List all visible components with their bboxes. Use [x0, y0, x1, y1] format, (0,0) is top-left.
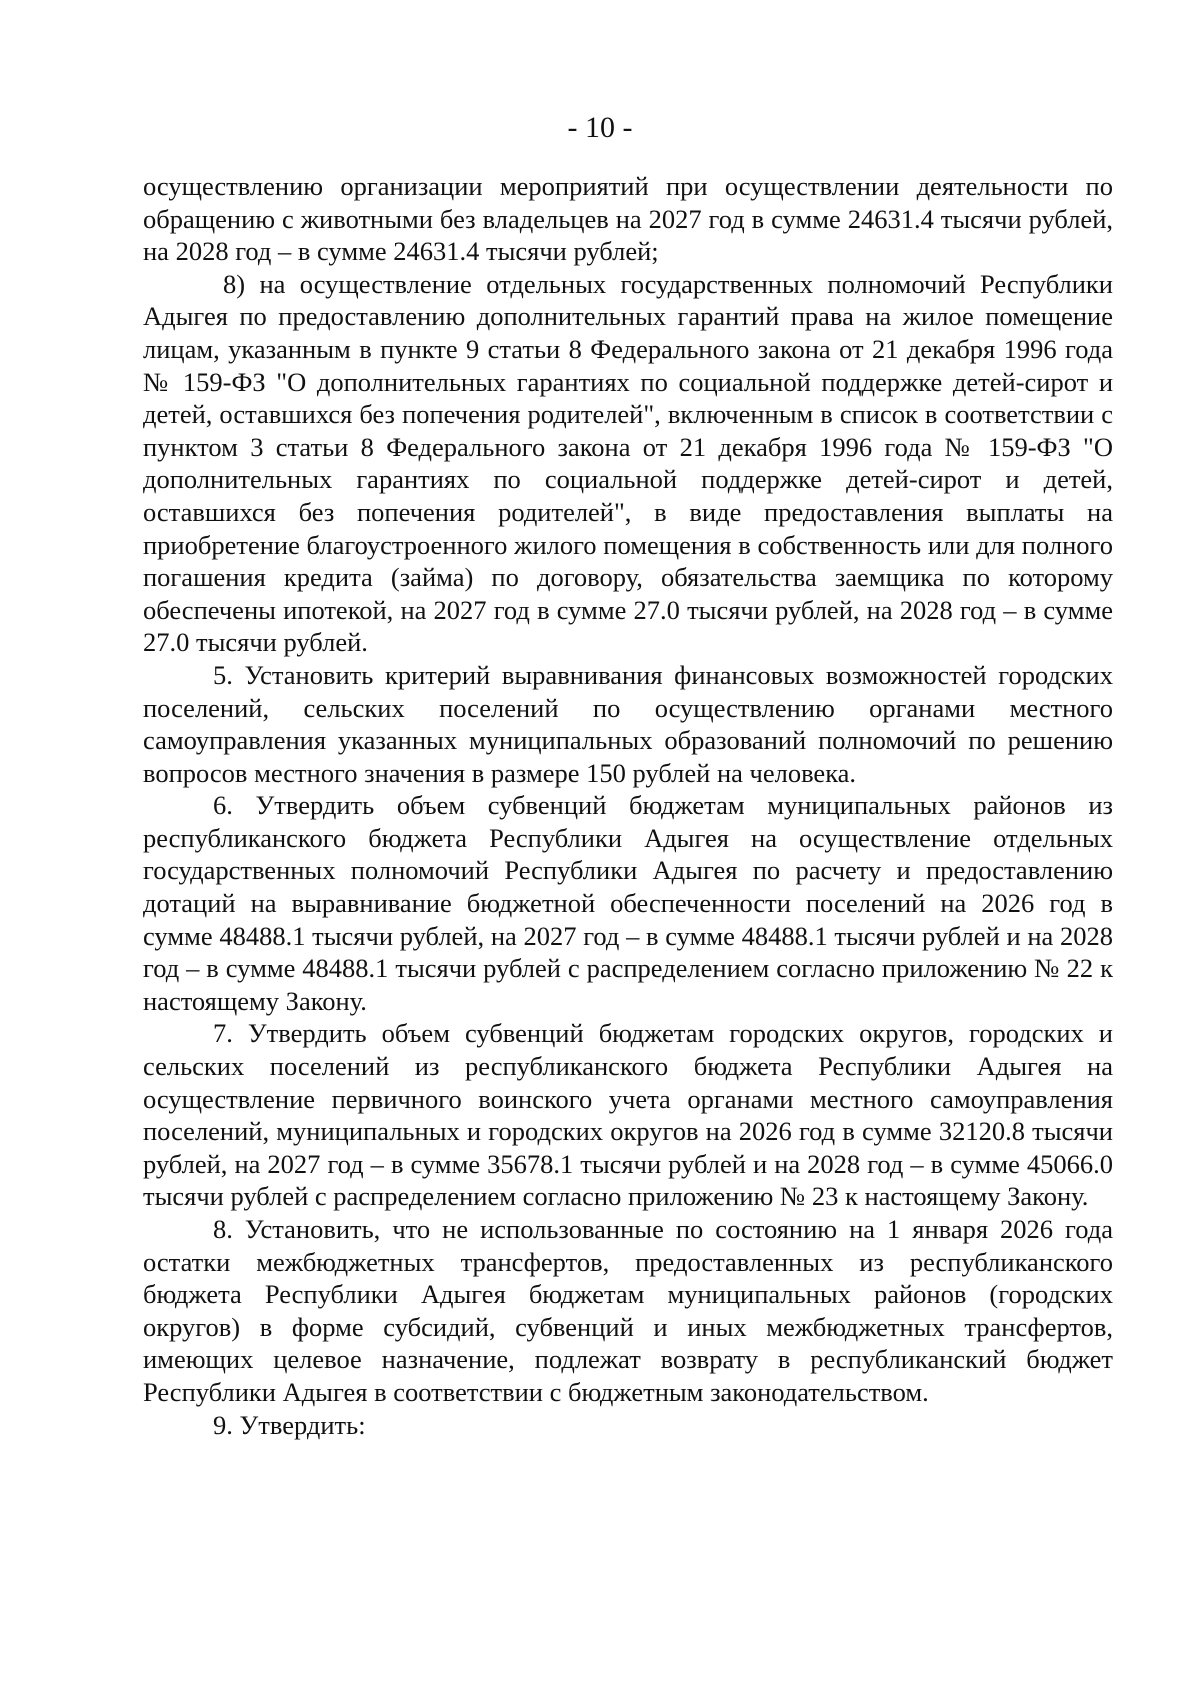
paragraph-8: 8. Установить, что не использованные по состоянию на 1 января 2026 года остатки межбюджетных трансфертов, предоставленных из республиканского бюджета Республики Адыгея бюджетам муниципальных районов (городских округов) в форме субсидий, субвенций и иных межбюджетных трансфертов, имеющих целевое назначение, подлежат возврату в республиканский бюджет Республики Адыгея в соответствии с бюджетным законодательством. [143, 1214, 1113, 1407]
paragraph-9: 9. Утвердить: [213, 1409, 366, 1440]
page-number: - 10 - [567, 111, 633, 144]
paragraph-5: 5. Установить критерий выравнивания финансовых возможностей городских поселений, сельских поселений по осуществлению органами местного самоуправления указанных муниципальных образований полномочий по решению вопросов местного значения в размере 150 рублей на человека. [143, 659, 1113, 788]
paragraph-item-8: 8) на осуществление отдельных государственных полномочий Республики Адыгея по предоставлению дополнительных гарантий права на жилое помещение лицам, указанным в пункте 9 статьи 8 Федерального закона от 21 декабря 1996 года № 159-ФЗ "О дополнительных гарантиях по социальной поддержке детей-сирот и детей, оставшихся без попечения родителей", включенным в список в соответствии с пунктом 3 статьи 8 Федерального закона от 21 декабря 1996 года № 159-ФЗ "О дополнительных гарантиях по социальной поддержке детей-сирот и детей, оставшихся без попечения родителей", в виде предоставления выплаты на приобретение благоустроенного жилого помещения в собственность или для полного погашения кредита (займа) по договору, обязательства заемщика по которому обеспечены ипотекой, на 2027 год в сумме 27.0 тысячи рублей, на 2028 год – в сумме 27.0 тысячи рублей. [143, 268, 1113, 658]
paragraph-7: 7. Утвердить объем субвенций бюджетам городских округов, городских и сельских поселений из республиканского бюджета Республики Адыгея на осуществление первичного воинского учета органами местного самоуправления поселений, муниципальных и городских округов на 2026 год в сумме 32120.8 тысячи рублей, на 2027 год – в сумме 35678.1 тысячи рублей и на 2028 год – в сумме 45066.0 тысячи рублей с распределением согласно приложению № 23 к настоящему Закону. [143, 1018, 1113, 1212]
paragraph-6: 6. Утвердить объем субвенций бюджетам муниципальных районов из республиканского бюджета Республики Адыгея на осуществление отдельных государственных полномочий Республики Адыгея по расчету и предоставлению дотаций на выравнивание бюджетной обеспеченности поселений на 2026 год в сумме 48488.1 тысячи рублей, на 2027 год – в сумме 48488.1 тысячи рублей и на 2028 год – в сумме 48488.1 тысячи рублей с распределением согласно приложению № 22 к настоящему Закону. [143, 790, 1113, 1016]
document-body [143, 170, 1113, 1441]
paragraph-continuation: осуществлению организации мероприятий при осуществлении деятельности по обращению с животными без владельцев на 2027 год в сумме 24631.4 тысячи рублей, на 2028 год – в сумме 24631.4 тысячи рублей; [143, 171, 1113, 267]
